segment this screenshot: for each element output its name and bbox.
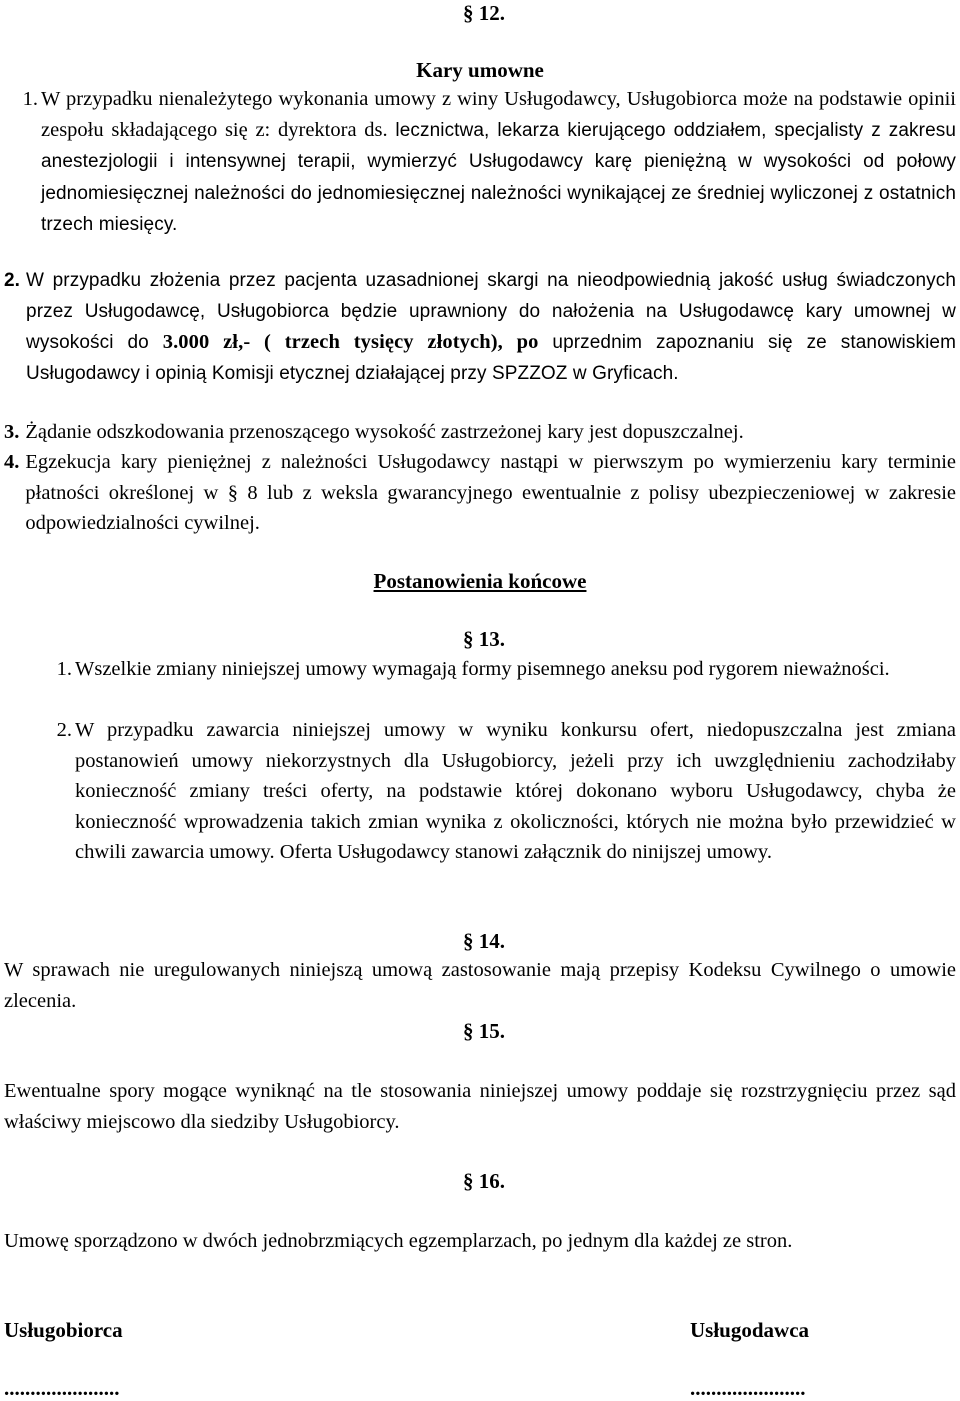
- item-text: [26, 266, 956, 389]
- paragraph-15-text: Ewentualne spory mogące wyniknąć na tle stosowania niniejszej umowy poddaje się rozstrzygnięciu przez sąd właściwy miejscowo dla siedziby Usługobiorcy.: [4, 1080, 956, 1133]
- paragraph-12-item-4: [4, 447, 956, 539]
- paragraph-12-title: Kary umowne: [416, 58, 544, 82]
- penalty-amount: 3.000 zł,- ( trzech tysięcy złotych), po: [162, 331, 539, 353]
- paragraph-13-item-2: [4, 715, 956, 868]
- item-text-serif: W przypadku nienależytego wykonania umowy z winy Usługodawcy, Usługobiorca może na podstawie opinii zespołu składającego się z: dyrektora ds.: [41, 88, 956, 141]
- item-text: Wszelkie zmiany niniejszej umowy wymagają formy pisemnego aneksu pod rygorem nieważności.: [75, 658, 890, 680]
- paragraph-14-text: W sprawach nie uregulowanych niniejszą umową zastosowanie mają przepisy Kodeksu Cywilnego o umowie zlecenia.: [4, 959, 956, 1012]
- paragraph-13-heading: § 13.: [463, 627, 505, 651]
- paragraph-12-item-3: [4, 417, 956, 448]
- item-text: W przypadku zawarcia niniejszej umowy w wyniku konkursu ofert, niedopuszczalna jest zmiana postanowień umowy niekorzystnych dla Usługobiorcy, jeżeli przy ich uwzględnieniu zachodziłaby konieczność zmiany treści oferty, na podstawie której dokonano wyboru Usługodawcy, chyba że konieczność wprowadzenia takich zmian wynika z okoliczności, których nie można było przewidzieć w chwili zawarcia umowy. Oferta Usługodawcy stanowi załącznik do ninijszej umowy.: [75, 719, 956, 863]
- paragraph-16-heading: § 16.: [463, 1169, 505, 1193]
- paragraph-15-heading: § 15.: [463, 1019, 505, 1043]
- item-number: 1.: [22, 88, 38, 110]
- final-provisions-title: Postanowienia końcowe: [373, 569, 587, 593]
- signature-line-provider: ......................: [690, 1376, 806, 1400]
- item-text: [41, 84, 956, 241]
- item-number: 1.: [56, 658, 72, 680]
- signature-line-client: ......................: [4, 1376, 120, 1400]
- signature-label-client: Usługobiorca: [4, 1318, 123, 1342]
- item-number: 2.: [56, 719, 72, 741]
- item-number: 4.: [4, 451, 20, 473]
- paragraph-12-item-2: [4, 266, 956, 389]
- item-number: 2.: [4, 270, 21, 291]
- item-text: Żądanie odszkodowania przenoszącego wysokość zastrzeżonej kary jest dopuszczalnej.: [25, 421, 744, 443]
- item-text-sans: W przypadku złożenia przez pacjenta uzasadnionej skargi na nieodpowiednią jakość usług świadczonych przez Usługodawcę, Usługobiorca będzie uprawniony do nałożenia na Usługodawcę kary umownej w wysokości do: [26, 270, 956, 353]
- item-number: 3.: [4, 421, 20, 443]
- item-text-sans: lecznictwa, lekarza kierującego oddziałem, specjalisty z zakresu anestezjologii i intensywnej terapii, wymierzyć Usługodawcy karę pieniężną w wysokości od połowy jednomiesięcznej należności do jednomiesięcznej należności wynikającej ze średniej wyliczonej z ostatnich trzech miesięcy.: [41, 119, 957, 235]
- item-text: Egzekucja kary pieniężnej z należności Usługodawcy nastąpi w pierwszym po wymierzeniu kary terminie płatności określonej w § 8 lub z weksla gwarancyjnego ewentualnie z polisy ubezpieczeniowej w zakresie odpowiedzialności cywilnej.: [25, 451, 956, 534]
- paragraph-12-heading: § 12.: [463, 1, 505, 25]
- paragraph-14-heading: § 14.: [463, 929, 505, 953]
- paragraph-12-item-1: [4, 84, 956, 241]
- signature-label-provider: Usługodawca: [690, 1318, 810, 1342]
- paragraph-16-text: Umowę sporządzono w dwóch jednobrzmiących egzemplarzach, po jednym dla każdej ze stron.: [4, 1230, 793, 1252]
- paragraph-13-item-1: [4, 654, 956, 685]
- item-text-sans-b: uprzednim zapoznaniu się ze stanowiskiem Usługodawcy i opinią Komisji etycznej działającej przy SPZZOZ w Gryficach.: [26, 332, 956, 384]
